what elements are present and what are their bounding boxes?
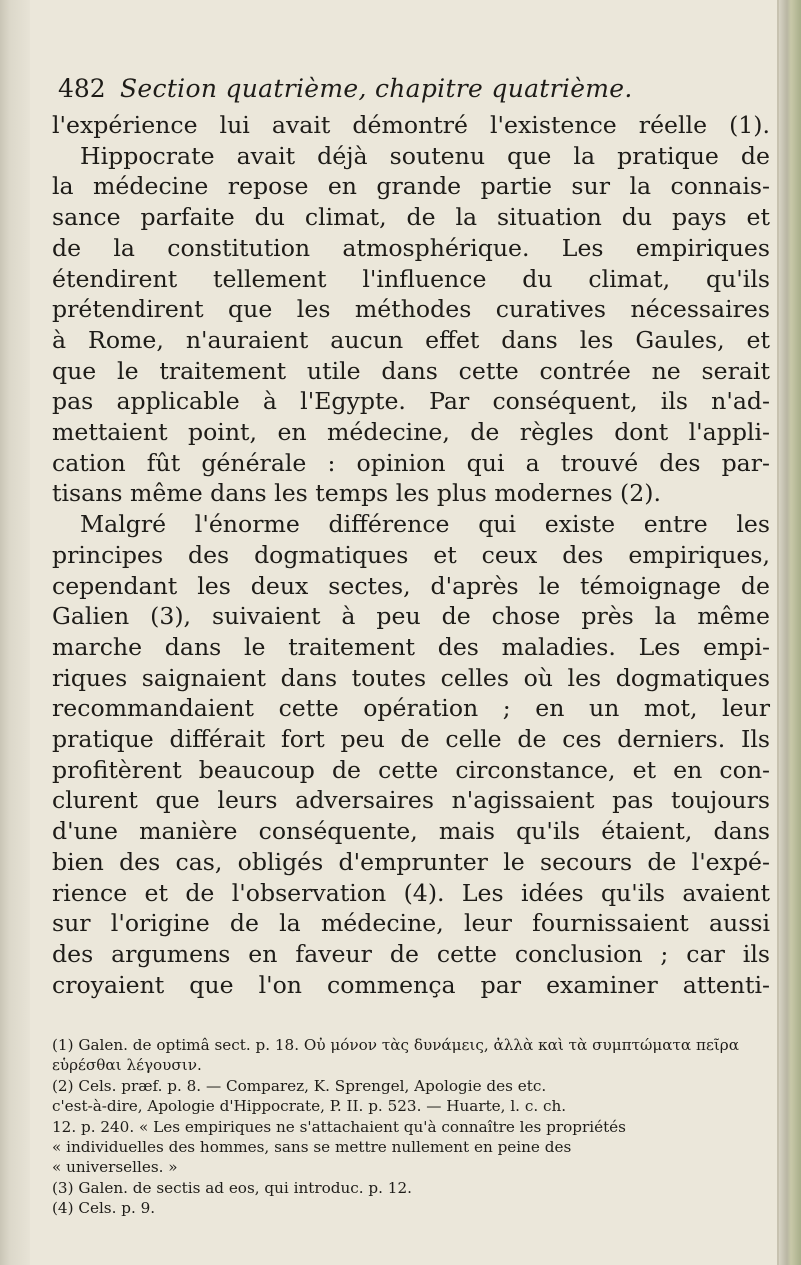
page-left-margin xyxy=(0,0,30,1265)
footnote-2-line: c'est-à-dire, Apologie d'Hippocrate, P. II. p. 523. — Huarte, l. c. ch. xyxy=(52,1097,567,1116)
footnote-1: (1) Galen. de optimâ sect. p. 18. Οὐ μόνον τὰς δυνάμεις, ἀλλὰ καὶ τὰ συμπτώματα πεῖρα εὑρέσθαι λέγουσιν. xyxy=(52,1036,739,1075)
main-text xyxy=(52,110,770,1000)
text-line: Galien (3), suivaient à peu de chose près la même xyxy=(52,602,770,631)
page-right-margin xyxy=(779,0,801,1265)
text-line: tisans même dans les temps les plus modernes (2). xyxy=(52,479,661,508)
text-line: riques saignaient dans toutes celles où les dogmatiques xyxy=(52,663,770,692)
text-line: mettaient point, en médecine, de règles dont l'appli- xyxy=(52,418,770,447)
running-title: Section quatrième, chapitre quatrième. xyxy=(120,74,633,103)
page-header xyxy=(58,72,758,106)
text-line: prétendirent que les méthodes curatives nécessaires xyxy=(52,295,770,324)
page-number: 482 xyxy=(58,74,106,103)
text-line: rience et de l'observation (4). Les idées qu'ils avaient xyxy=(52,878,770,907)
text-line: clurent que leurs adversaires n'agissaient pas toujours xyxy=(52,786,770,815)
text-line: recommandaient cette opération ; en un mot, leur xyxy=(52,694,770,723)
footnotes xyxy=(52,1035,762,1219)
footnote-2-line: « universelles. » xyxy=(52,1158,178,1177)
text-line: Malgré l'énorme différence qui existe entre les xyxy=(80,510,770,539)
text-line: sur l'origine de la médecine, leur fournissaient aussi xyxy=(52,909,770,938)
text-line: d'une manière conséquente, mais qu'ils étaient, dans xyxy=(52,817,770,846)
text-line: marche dans le traitement des maladies. Les empi- xyxy=(52,632,770,661)
text-line: bien des cas, obligés d'emprunter le secours de l'expé- xyxy=(52,847,770,876)
footnote-2-line: (2) Cels. præf. p. 8. — Comparez, K. Sprengel, Apologie des etc. xyxy=(52,1076,547,1095)
text-line: croyaient que l'on commença par examiner attenti- xyxy=(52,970,770,999)
text-line: sance parfaite du climat, de la situation du pays et xyxy=(52,203,770,232)
text-line: pas applicable à l'Egypte. Par conséquent, ils n'ad- xyxy=(52,387,770,416)
footnote-2-line: « individuelles des hommes, sans se mettre nullement en peine des xyxy=(52,1138,572,1157)
text-line: l'expérience lui avait démontré l'existence réelle (1). xyxy=(52,111,770,139)
text-line: la médecine repose en grande partie sur la connais- xyxy=(52,172,770,201)
text-line: principes des dogmatiques et ceux des empiriques, xyxy=(52,540,770,569)
footnote-4: (4) Cels. p. 9. xyxy=(52,1199,156,1218)
text-line: étendirent tellement l'influence du climat, qu'ils xyxy=(52,264,770,293)
text-line: profitèrent beaucoup de cette circonstance, et en con- xyxy=(52,755,770,784)
text-line: que le traitement utile dans cette contrée ne serait xyxy=(52,356,770,385)
footnote-3: (3) Galen. de sectis ad eos, qui introduc. p. 12. xyxy=(52,1178,412,1197)
text-line: cependant les deux sectes, d'après le témoignage de xyxy=(52,571,770,600)
text-line: à Rome, n'auraient aucun effet dans les Gaules, et xyxy=(52,325,770,354)
text-line: des argumens en faveur de cette conclusion ; car ils xyxy=(52,939,770,968)
footnote-2-line: 12. p. 240. « Les empiriques ne s'attachaient qu'à connaître les propriétés xyxy=(52,1117,626,1136)
text-line: de la constitution atmosphérique. Les empiriques xyxy=(52,233,770,262)
text-line: cation fût générale : opinion qui a trouvé des par- xyxy=(52,448,770,477)
text-line: pratique différait fort peu de celle de ces derniers. Ils xyxy=(52,725,770,754)
text-line: Hippocrate avait déjà soutenu que la pratique de xyxy=(80,141,770,170)
